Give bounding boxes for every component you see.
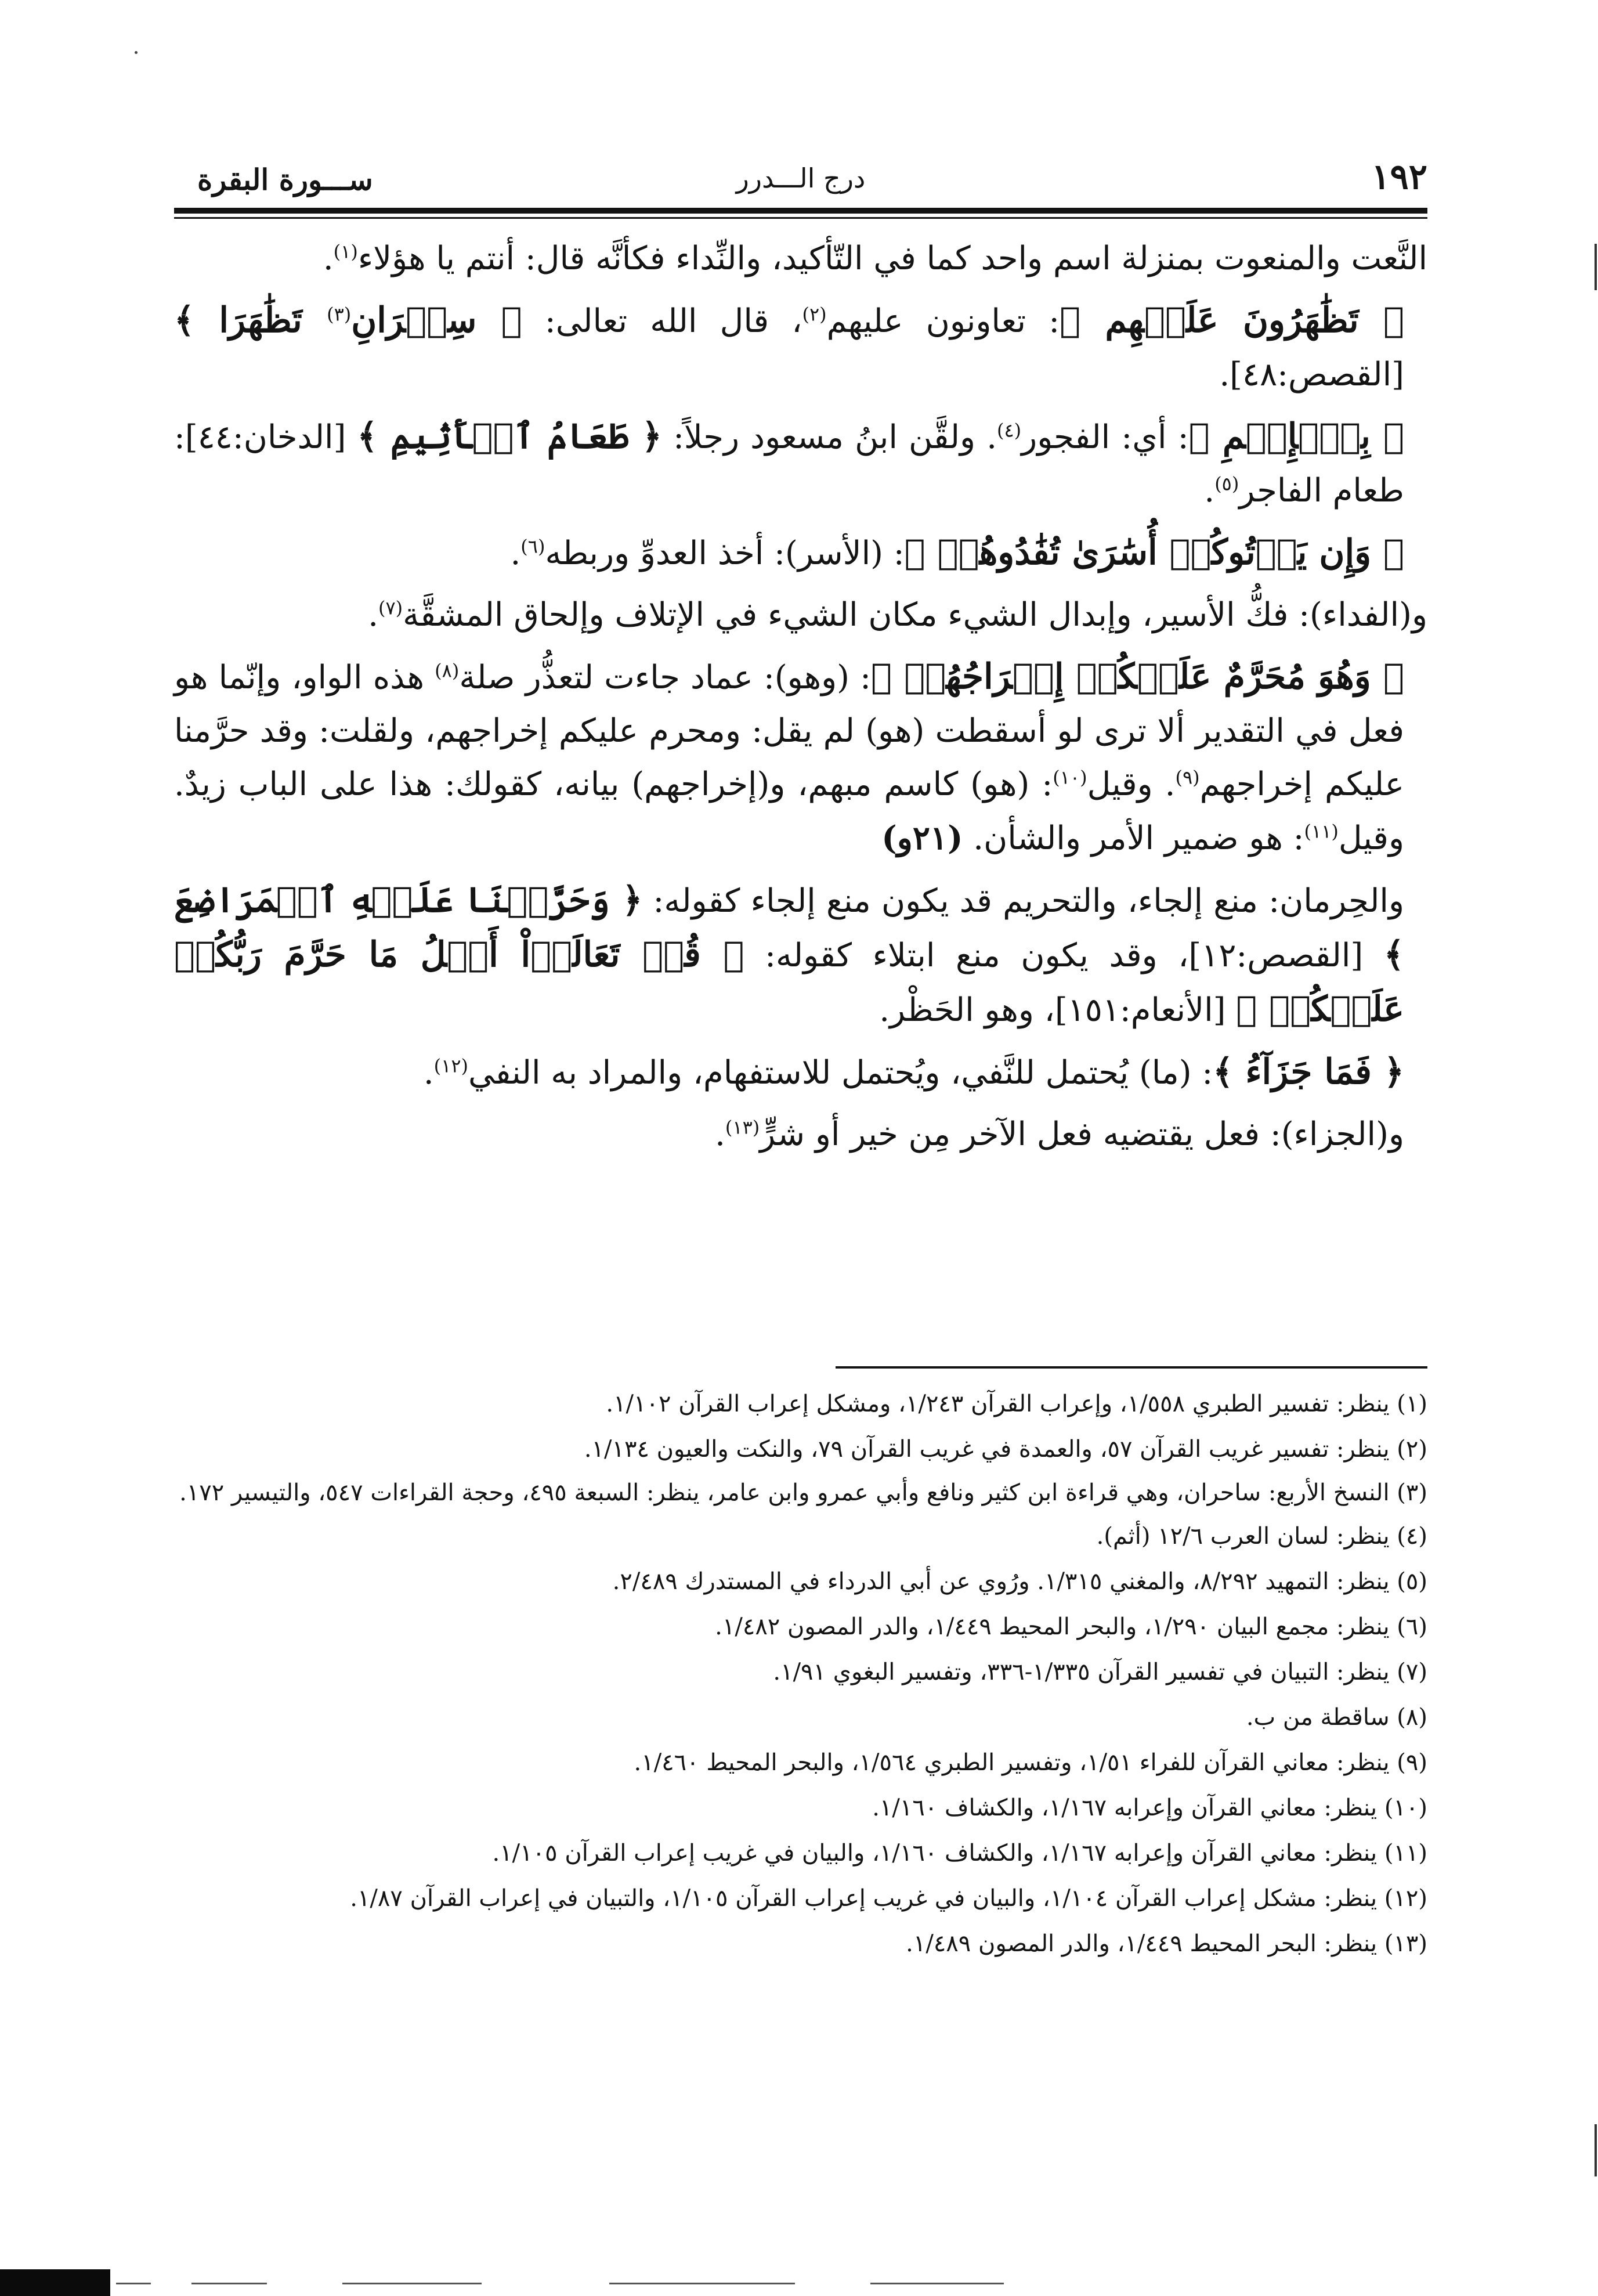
paragraph-5: و(الفداء): فكُّ الأسير، وإبدال الشيء مكان الشيء في الإتلاف وإلحاق المشقَّة$^{(٧)}$. (368, 596, 1427, 634)
scan-artifact-bar (0, 2269, 110, 2296)
footnote: (٩) ينظر: معاني القرآن للفراء ١/٥١، وتفسير الطبري ١/٥٦٤، والبحر المحيط ١/٤٦٠. (634, 1749, 1427, 1776)
scan-artifact-line (870, 2283, 1004, 2284)
paragraph-4: ﴿ وَإِن يَأۡتُوكُمۡ أُسَٰرَىٰ تُفَٰدُوهُمۡ ﴾: (الأسر): أخذ العدوِّ وربطه$^{(٦)}$. (510, 532, 1404, 573)
paragraph-2: ﴿ تَظَٰهَرُونَ عَلَيۡهِم ﴾: تعاونون عليهم$^{(٢)}$، قال الله تعالى: ﴿ سِحۡرَانِ$^{(٣)}$ تَظَٰهَرَا ﴾ [القصص:٤٨]. (174, 300, 1404, 394)
footnote-ref: (٩) (1175, 766, 1200, 789)
quran-verse: ﴿ طَعَامُ ٱلۡأَثِيمِ ﴾ (357, 416, 662, 457)
footnote-ref: (٣) (327, 303, 352, 326)
footnote: (١٠) ينظر: معاني القرآن وإعرابه ١/١٦٧، والكشاف ١/١٦٠. (872, 1795, 1427, 1821)
page-number: ١٩٢ (1371, 157, 1427, 197)
footnote: (١) ينظر: تفسير الطبري ١/٥٥٨، وإعراب القرآن ١/٢٤٣، ومشكل إعراب القرآن ١/١٠٢. (606, 1391, 1427, 1417)
footnote: (٦) ينظر: مجمع البيان ١/٢٩٠، والبحر المحيط ١/٤٤٩، والدر المصون ١/٤٨٢. (715, 1613, 1427, 1640)
quran-verse: تَظَٰهَرَا ﴾ (174, 300, 327, 341)
footnote-ref: (٢) (802, 303, 827, 326)
scan-artifact-edge (1595, 244, 1597, 290)
header-thin-rule (174, 217, 1427, 219)
paragraph-1: النَّعت والمنعوت بمنزلة اسم واحد كما في التّأكيد، والنِّداء فكأنَّه قال: أنتم يا هؤلاء$^{(١)}$. (323, 240, 1427, 277)
scan-artifact-edge (1595, 2124, 1597, 2176)
scan-artifact-line (116, 2283, 151, 2284)
book-title: درج الـــدرر (736, 163, 866, 194)
main-text (174, 232, 1427, 1169)
footnote: (١٢) ينظر: مشكل إعراب القرآن ١/١٠٤، والبيان في غريب إعراب القرآن ١/١٠٥، والتبيان في إعراب القرآن ١/٨٧. (350, 1885, 1427, 1912)
paragraph-9: و(الجزاء): فعل يقتضيه فعل الآخر مِن خير أو شرٍّ$^{(١٣)}$. (715, 1115, 1404, 1153)
quran-verse: ﴿ فَمَا جَزَآءُ ﴾ (1213, 1052, 1404, 1092)
footnote-ref: (١) (333, 240, 358, 263)
footnote-ref: (١٢) (433, 1055, 468, 1077)
quran-verse: ﴿ وَهُوَ مُحَرَّمٌ عَلَيۡكُمۡ إِخۡرَاجُهُمۡ ﴾ (871, 656, 1405, 697)
scan-artifact-line (191, 2283, 267, 2284)
quran-verse: ﴿ سِحۡرَانِ (351, 300, 522, 341)
surah-name: ســـورة البقرة (197, 163, 373, 197)
paragraph-3: ﴿ بِٱلۡإِثۡمِ ﴾: أي: الفجور$^{(٤)}$. ولقَّن ابنُ مسعود رجلاً: ﴿ طَعَامُ ٱلۡأَثِيمِ ﴾ [الدخان:٤٤]: طعام الفاجر$^{(٥)}$. (174, 416, 1404, 510)
quran-verse: ﴿ وَإِن يَأۡتُوكُمۡ أُسَٰرَىٰ تُفَٰدُوهُمۡ ﴾ (904, 532, 1404, 573)
footnote-ref: (٤) (997, 419, 1022, 442)
footnote-ref: (٥) (1214, 472, 1239, 495)
paragraph-8: ﴿ فَمَا جَزَآءُ ﴾: (ما) يُحتمل للنَّفي، ويُحتمل للاستفهام، والمراد به النفي$^{(١٢)}$. (423, 1052, 1404, 1092)
footnote: (٨) ساقطة من ب. (1246, 1704, 1427, 1731)
footnote: (٤) ينظر: لسان العرب ١٢/٦ (أثم). (1096, 1523, 1427, 1550)
footnote-ref: (٧) (378, 597, 403, 619)
scan-artifact-dot (135, 51, 138, 54)
running-header (174, 157, 1427, 209)
footnotes (174, 1381, 1427, 1966)
quran-verse: ﴿ وَحَرَّمۡنَا عَلَيۡهِ ٱلۡمَرَاضِعَ ﴾ (174, 880, 1404, 975)
footnote-ref: (٨) (435, 659, 460, 682)
paragraph-7: والحِرمان: منع إلجاء، والتحريم قد يكون منع إلجاء كقوله: ﴿ وَحَرَّمۡنَا عَلَيۡهِ ٱلۡمَرَاضِعَ ﴾ [القصص:١٢]، وقد يكون منع ابتلاء كقوله: ﴿ قُلۡ تَعَالَوۡاْ أَتۡلُ مَا حَرَّمَ رَبُّكُمۡ عَلَيۡكُمۡ ﴾ [الأنعام:١٥١]، وهو الحَظْر. (174, 880, 1404, 1030)
footnote: (١٣) ينظر: البحر المحيط ١/٤٤٩، والدر المصون ١/٤٨٩. (906, 1930, 1427, 1957)
manuscript-folio-tag: (٢١و) (881, 819, 963, 857)
verse-citation: [القصص:٤٨]. (1219, 356, 1404, 394)
header-thick-rule (174, 208, 1427, 214)
quran-verse: ﴿ بِٱلۡإِثۡمِ ﴾ (1188, 416, 1404, 457)
footnote-ref: (٦) (520, 535, 545, 558)
scan-artifact-line (609, 2283, 795, 2284)
footnote-separator (836, 1366, 1427, 1369)
footnote-ref: (١٣) (725, 1116, 760, 1139)
footnote-ref: (١٠) (1053, 766, 1087, 789)
footnote: (٧) ينظر: التبيان في تفسير القرآن ١/٣٣٥-٣٣٦، وتفسير البغوي ١/٩١. (773, 1659, 1427, 1685)
footnote-ref: (١١) (1304, 820, 1339, 843)
scan-artifact-line (342, 2283, 482, 2284)
quran-verse: ﴿ قُلۡ تَعَالَوۡاْ أَتۡلُ مَا حَرَّمَ رَبُّكُمۡ عَلَيۡكُمۡ ﴾ (174, 934, 1404, 1030)
footnote: (٣) النسخ الأربع: ساحران، وهي قراءة ابن كثير ونافع وأبي عمرو وابن عامر، ينظر: السبعة ٤٩٥، وحجة القراءات ٥٤٧، والتيسير ١٧٢. (179, 1479, 1427, 1506)
quran-verse: ﴿ تَظَٰهَرُونَ عَلَيۡهِم ﴾ (1060, 300, 1404, 341)
footnote: (٢) ينظر: تفسير غريب القرآن ٥٧، والعمدة في غريب القرآن ٧٩، والنكت والعيون ١/١٣٤. (584, 1436, 1427, 1463)
footnote: (٥) ينظر: التمهيد ٨/٢٩٢، والمغني ١/٣١٥. ورُوي عن أبي الدرداء في المستدرك ٢/٤٨٩. (612, 1568, 1427, 1595)
paragraph-6: ﴿ وَهُوَ مُحَرَّمٌ عَلَيۡكُمۡ إِخۡرَاجُهُمۡ ﴾: (وهو): عماد جاءت لتعذُّر صلة$^{(٨)}$ هذه الواو، وإنّما هو فعل في التقدير ألا ترى لو أسقطت (هو) لم يقل: ومحرم عليكم إخراجهم، ولقلت: وقد حرَّمنا عليكم إخراجهم$^{(٩)}$. وقيل$^{(١٠)}$: (هو) كاسم مبهم، و(إخراجهم) بيانه، كقولك: هذا على الباب زيدٌ. وقيل$^{(١١)}$: هو ضمير الأمر والشأن. (٢١و) (174, 656, 1405, 857)
footnote: (١١) ينظر: معاني القرآن وإعرابه ١/١٦٧، والكشاف ١/١٦٠، والبيان في غريب إعراب القرآن ١/١٠٥. (492, 1840, 1427, 1867)
